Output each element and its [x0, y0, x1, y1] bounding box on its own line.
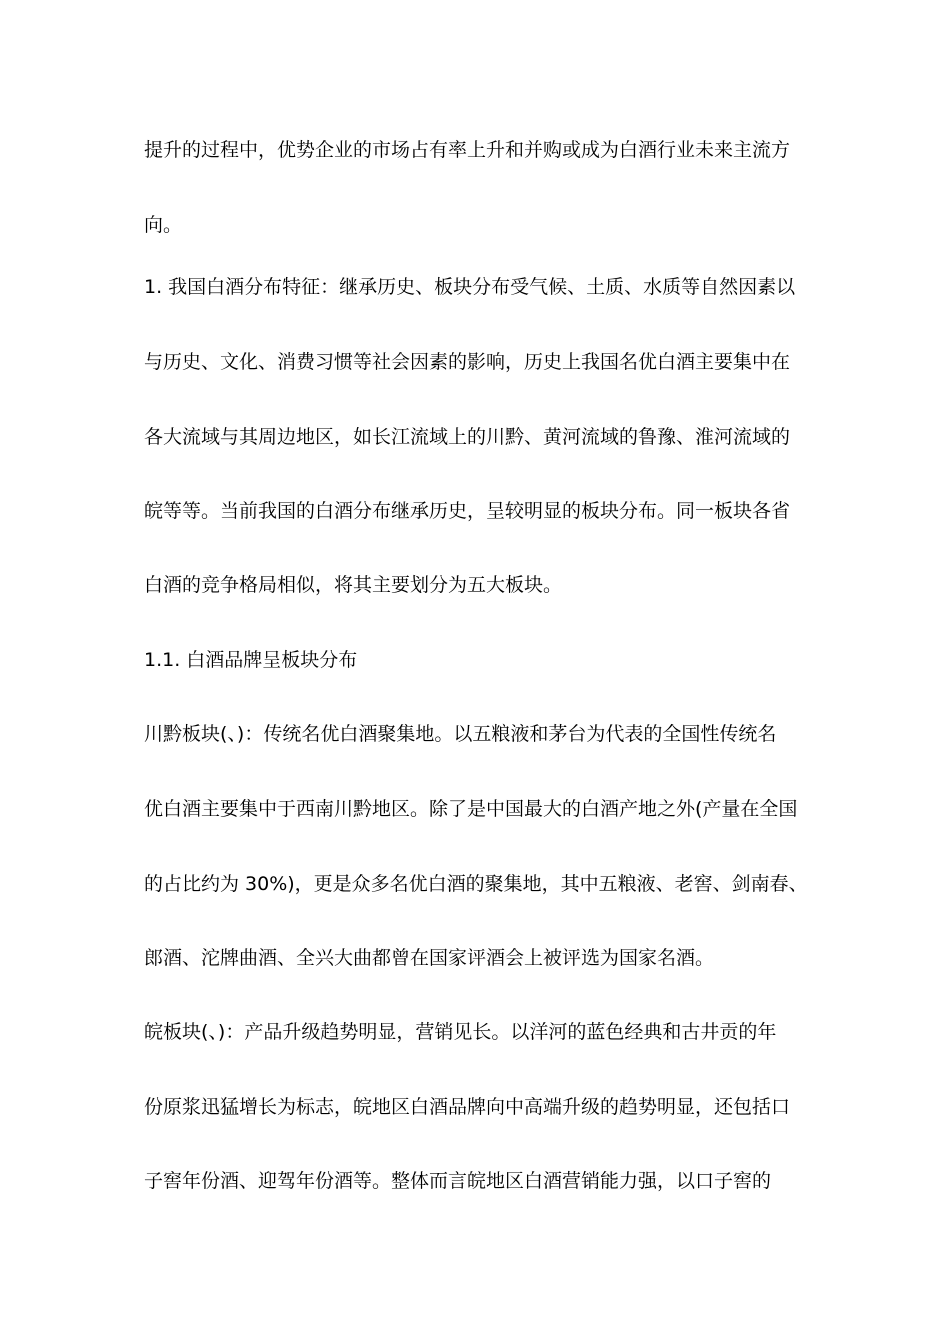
paragraph-line: 份原浆迅猛增长为标志，皖地区白酒品牌向中高端升级的趋势明显，还包括口: [144, 1096, 791, 1118]
paragraph-line: 白酒的竞争格局相似，将其主要划分为五大板块。: [144, 574, 563, 596]
section-heading: 1. 我国白酒分布特征：继承历史、板块分布受气候、土质、水质等自然因素以: [144, 276, 796, 298]
paragraph-line: 川黔板块(、)：传统名优白酒聚集地。以五粮液和茅台为代表的全国性传统名: [144, 723, 777, 745]
paragraph-line: 的占比约为 30%)，更是众多名优白酒的聚集地，其中五粮液、老窖、剑南春、: [144, 873, 808, 895]
paragraph-line: 郎酒、沱牌曲酒、全兴大曲都曾在国家评酒会上被评选为国家名酒。: [144, 947, 715, 969]
paragraph-line: 皖板块(、)：产品升级趋势明显，营销见长。以洋河的蓝色经典和古井贡的年: [144, 1021, 777, 1043]
subsection-heading: 1.1. 白酒品牌呈板块分布: [144, 649, 358, 671]
paragraph-line: 与历史、文化、消费习惯等社会因素的影响，历史上我国名优白酒主要集中在: [144, 351, 791, 373]
paragraph-line: 优白酒主要集中于西南川黔地区。除了是中国最大的白酒产地之外(产量在全国: [144, 798, 798, 820]
paragraph-line: 提升的过程中，优势企业的市场占有率上升和并购或成为白酒行业未来主流方: [144, 139, 791, 161]
paragraph-line: 子窖年份酒、迎驾年份酒等。整体而言皖地区白酒营销能力强，以口子窖的: [144, 1170, 772, 1192]
paragraph-line: 各大流域与其周边地区，如长江流域上的川黔、黄河流域的鲁豫、淮河流域的: [144, 426, 791, 448]
paragraph-line: 向。: [144, 214, 183, 236]
paragraph-line: 皖等等。当前我国的白酒分布继承历史，呈较明显的板块分布。同一板块各省: [144, 500, 791, 522]
